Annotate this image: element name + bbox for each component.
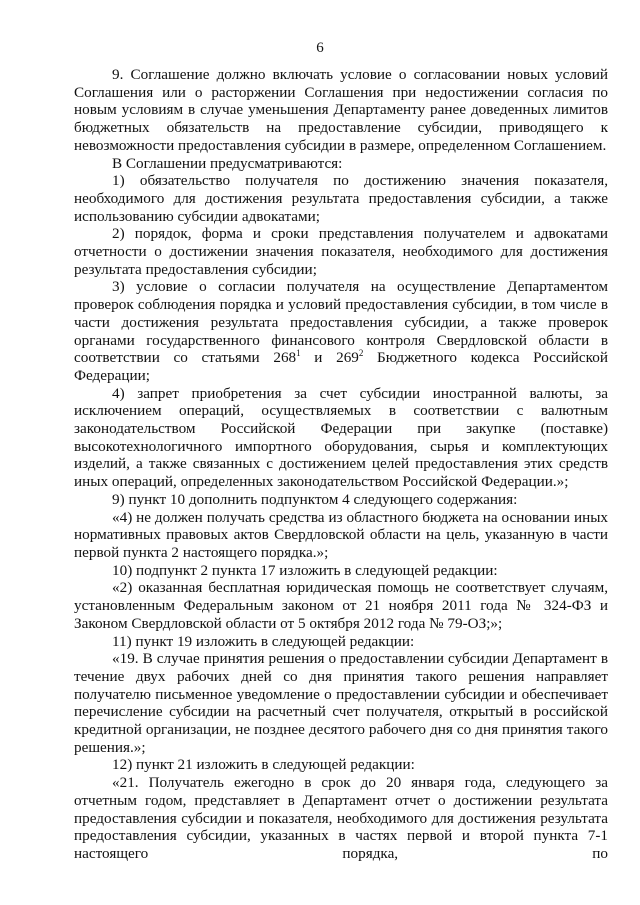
paragraph-quote-4: «4) не должен получать средства из областного бюджета на основании иных нормативных правовых актов Свердловской области на цель, указанную в части первой пункта 2 настоящего порядка.»; xyxy=(74,508,608,561)
paragraph-item-9: 9. Соглашение должно включать условие о согласовании новых условий Соглашения или о расторжении Соглашения при недостижении согласия по новым условиям в случае уменьшения Департаменту ранее доведенных лимитов бюджетных обязательств на предоставление субсидии, приводящего к невозможности предоставления субсидии в размере, определенном Соглашением. xyxy=(74,66,608,154)
subitem-3-text-middle: и 269 xyxy=(300,349,359,367)
paragraph-subitem-2: 2) порядок, форма и сроки представления получателем и адвокатами отчетности о достижении значения показателя, необходимого для достижения результата предоставления субсидии; xyxy=(74,225,608,278)
subitem-3-text-end: Бюджетного кодекса Российской Федерации; xyxy=(74,349,608,384)
subitem-3-text-start: 3) условие о согласии получателя на осуществление Департаментом проверок соблюдения порядка и условий предоставления субсидии, в том числе в части достижения результата предоставления субсидии, а также проверок органами государственного финансового контроля Свердловской области в соответствии со статьями 268 xyxy=(74,278,608,367)
paragraph-subitem-1: 1) обязательство получателя по достижению значения показателя, необходимого для достижения результата предоставления субсидии, а также использованию субсидии адвокатами; xyxy=(74,172,608,225)
page-number: 6 xyxy=(316,40,324,56)
paragraph-amendment-9: 9) пункт 10 дополнить подпунктом 4 следующего содержания: xyxy=(112,490,518,508)
superscript-1: 1 xyxy=(296,348,301,359)
paragraph-agreement-provisions: В Соглашении предусматриваются: xyxy=(112,154,343,172)
paragraph-quote-21: «21. Получатель ежегодно в срок до 20 января года, следующего за отчетным годом, представляет в Департамент отчет о достижении результата предоставления субсидии и показателя, необходимого для достижения результата предоставления субсидии, указанных в частях первой и второй пункта 7-1 настоящего порядка, по xyxy=(74,774,608,862)
superscript-2: 2 xyxy=(358,348,364,359)
paragraph-amendment-10: 10) подпункт 2 пункта 17 изложить в следующей редакции: xyxy=(112,561,498,579)
paragraph-quote-19: «19. В случае принятия решения о предоставлении субсидии Департамент в течение двух рабочих дней со дня принятия такого решения направляет получателю письменное уведомление о предоставлении субсидии и обеспечивает перечисление субсидии на расчетный счет получателя, открытый в российской кредитной организации, не позднее десятого рабочего дня со дня принятия такого решения.»; xyxy=(74,650,608,756)
paragraph-amendment-12: 12) пункт 21 изложить в следующей редакции: xyxy=(112,756,415,774)
paragraph-quote-2: «2) оказанная бесплатная юридическая помощь не соответствует случаям, установленным Федеральным законом от 21 ноября 2011 года № 324-ФЗ и Законом Свердловской области от 5 октября 2012 года № 79-ОЗ;»; xyxy=(74,579,608,632)
paragraph-amendment-11: 11) пункт 19 изложить в следующей редакции: xyxy=(112,632,415,650)
document-body xyxy=(74,66,608,863)
paragraph-subitem-4: 4) запрет приобретения за счет субсидии иностранной валюты, за исключением операций, осуществляемых в соответствии с валютным законодательством Российской Федерации при закупке (поставке) высокотехнологичного импортного оборудования, сырья и комплектующих изделий, а также связанных с достижением целей предоставления этих средств иных операций, определенных законодательством Российской Федерации.»; xyxy=(74,384,608,491)
paragraph-subitem-3 xyxy=(74,278,608,384)
